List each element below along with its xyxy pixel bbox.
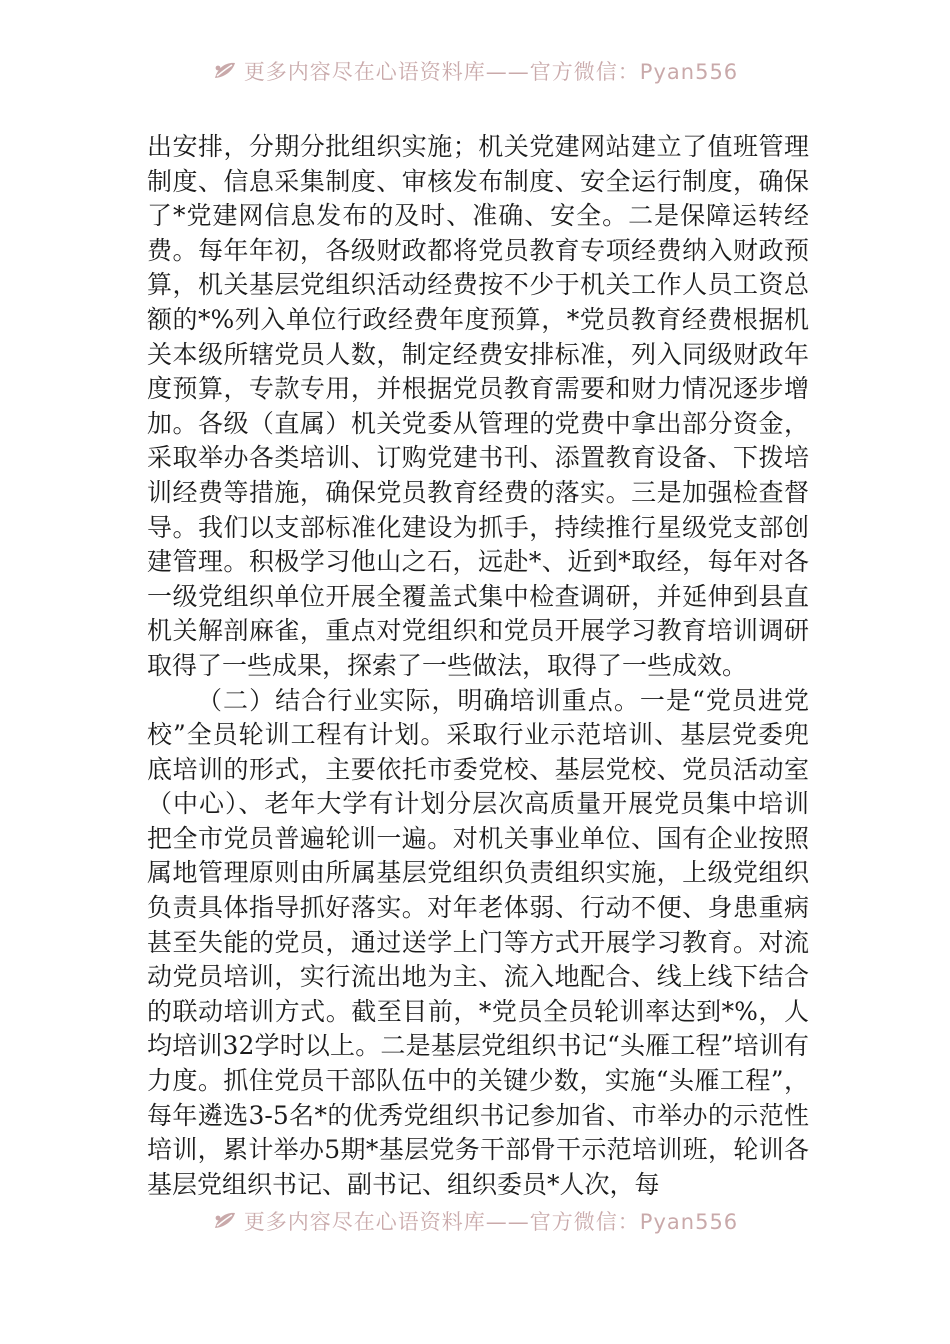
paragraph-2: （二）结合行业实际，明确培训重点。一是“党员进党校”全员轮训工程有计划。采取行业示范培训、基层党委兜底培训的形式，主要依托市委党校、基层党校、党员活动室（中心）、老年大学有计划分层次高质量开展党员集中培训把全市党员普遍轮训一遍。对机关事业单位、国有企业按照属地管理原则由所属基层党组织负责组织实施，上级党组织负责具体指导抓好落实。对年老体弱、行动不便、身患重病甚至失能的党员，通过送学上门等方式开展学习教育。对流动党员培训，实行流出地为主、流入地配合、线上线下结合的联动培训方式。截至目前，*党员全员轮训率达到*%，人均培训32学时以上。二是基层党组织书记“头雁工程”培训有力度。抓住党员干部队伍中的关键少数，实施“头雁工程”，每年遴选3-5名*的优秀党组织书记参加省、市举办的示范性培训，累计举办5期*基层党务干部骨干示范培训班，轮训各基层党组织书记、副书记、组织委员*人次，每: [147, 685, 809, 1199]
header-watermark: [0, 54, 950, 88]
watermark-text: 更多内容尽在心语资料库——官方微信：Pyan556: [243, 60, 739, 84]
document-body: [147, 130, 809, 1202]
leaf-logo-icon: [212, 1210, 238, 1232]
watermark-text: 更多内容尽在心语资料库——官方微信：Pyan556: [243, 1210, 739, 1234]
footer-watermark: [0, 1204, 950, 1238]
leaf-logo-icon: [212, 60, 238, 82]
paragraph-1: 出安排，分期分批组织实施；机关党建网站建立了值班管理制度、信息采集制度、审核发布制度、安全运行制度，确保了*党建网信息发布的及时、准确、安全。二是保障运转经费。每年年初，各级财政都将党员教育专项经费纳入财政预算，机关基层党组织活动经费按不少于机关工作人员工资总额的*%列入单位行政经费年度预算，*党员教育经费根据机关本级所辖党员人数，制定经费安排标准，列入同级财政年度预算，专款专用，并根据党员教育需要和财力情况逐步增加。各级（直属）机关党委从管理的党费中拿出部分资金，采取举办各类培训、订购党建书刊、添置教育设备、下拨培训经费等措施，确保党员教育经费的落实。三是加强检查督导。我们以支部标准化建设为抓手，持续推行星级党支部创建管理。积极学习他山之石，远赴*、近到*取经，每年对各一级党组织单位开展全覆盖式集中检查调研，并延伸到县直机关解剖麻雀，重点对党组织和党员开展学习教育培训调研取得了一些成果，探索了一些做法，取得了一些成效。: [147, 132, 809, 680]
